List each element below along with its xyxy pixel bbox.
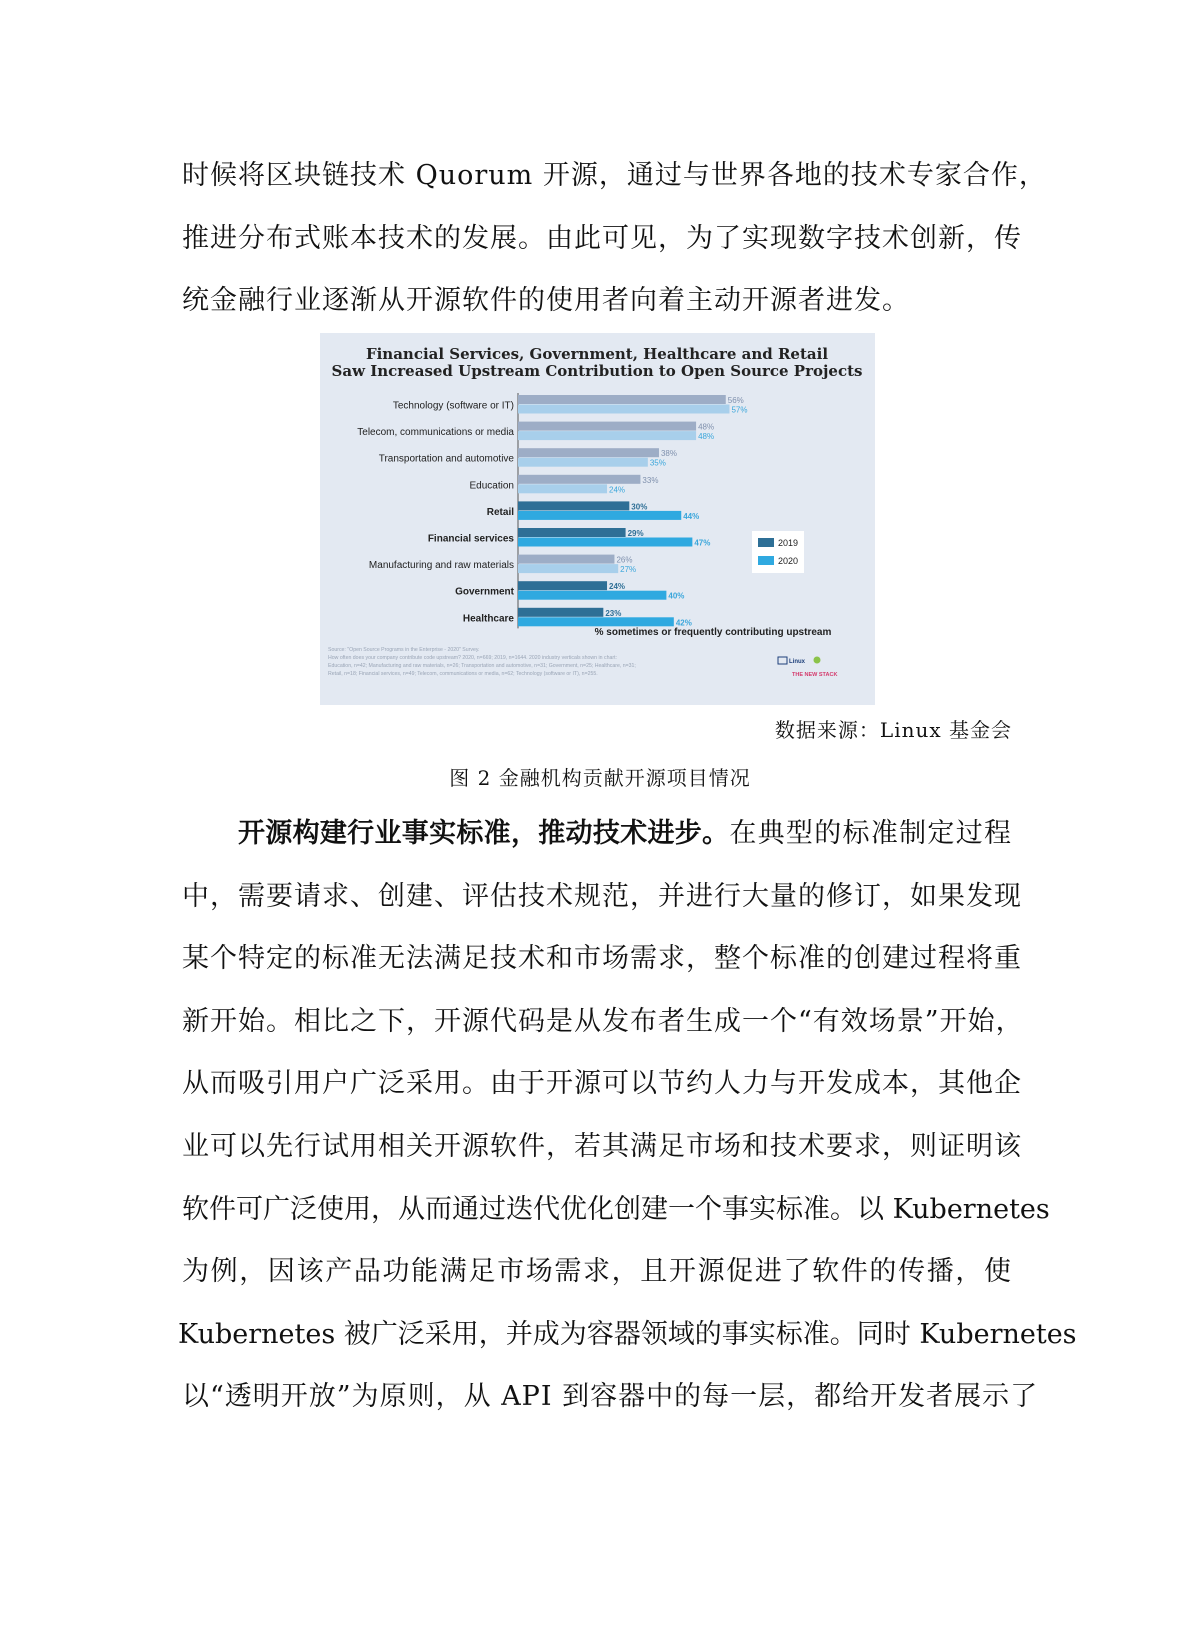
bar-2019 [518,581,607,590]
bar-2019 [518,501,629,510]
source-note: Source: "Open Source Programs in the Enterprise - 2020" Survey. [328,647,480,653]
source-note: Retail, n=18; Financial services, n=49; Telecom, communications or media, n=62; Technology (software or IT), n=255. [328,671,598,677]
partner-logo-icon [814,657,821,664]
bar-2020 [518,484,607,493]
figure-caption: 图 2 金融机构贡献开源项目情况 [449,766,751,790]
data-label: 44% [683,511,700,521]
data-label: 24% [609,485,626,495]
data-label: 29% [627,529,644,538]
category-label: Government [455,586,514,598]
data-label: 26% [616,555,633,565]
text-line: 以“透明开放”为原则，从 API 到容器中的每一层，都给开发者展示了 [182,1381,1039,1412]
data-label: 38% [660,449,677,459]
chart-svg [320,333,875,705]
linux-logo-text: Linux [789,659,805,665]
category-label: Retail [486,506,514,518]
text-line: 业可以先行试用相关开源软件，若其满足市场和技术要求，则证明该 [182,1131,1022,1162]
category-label: Education [469,480,514,492]
text-line: 统金融行业逐渐从开源软件的使用者向着主动开源者进发。 [182,285,910,316]
legend-swatch-2019 [758,538,774,547]
data-label: 57% [731,405,748,415]
newstack-logo: THE NEW STACK [792,672,838,678]
category-label: Telecom, communications or media [357,427,514,439]
bar-2020 [518,458,648,467]
text-line: 新开始。相比之下，开源代码是从发布者生成一个“有效场景”开始， [182,1006,1024,1037]
bar-2020 [518,564,618,573]
text-line: 软件可广泛使用，从而通过迭代优化创建一个事实标准。以 Kubernetes [182,1194,1050,1225]
text-line [238,817,1012,851]
data-label: 30% [631,502,648,512]
data-label: 40% [668,591,685,601]
bar-2020 [518,538,692,547]
text-line: Kubernetes 被广泛采用，并成为容器领域的事实标准。同时 Kubernetes [178,1319,1077,1350]
data-label: 35% [649,458,666,468]
data-label: 47% [694,538,711,548]
bar-2020 [518,511,681,520]
bar-2019 [518,528,626,537]
data-label: 23% [605,608,622,618]
linux-logo-icon [778,657,787,664]
legend-label: 2019 [778,538,799,548]
bar-2019 [518,422,696,431]
category-label: Financial services [427,533,514,545]
category-label: Transportation and automotive [378,453,514,465]
chart-title: Saw Increased Upstream Contribution to Open Source Projects [331,362,863,380]
bar-2019 [518,608,603,617]
text-line: 时候将区块链技术 Quorum 开源，通过与世界各地的技术专家合作， [182,160,1047,191]
text-line: 推进分布式账本技术的发展。由此可见，为了实现数字技术创新，传 [182,223,1022,254]
bar-2020 [518,405,729,414]
source-note: How often does your company contribute code upstream? 2020, n=669; 2019, n=1644. 2020 industry verticals shown in chart: [328,655,617,661]
category-label: Technology (software or IT) [392,400,514,412]
data-label: 33% [642,475,659,485]
category-label: Manufacturing and raw materials [368,560,514,572]
bar-2020 [518,591,666,600]
legend-swatch-2020 [758,556,774,565]
source-note: Education, n=42; Manufacturing and raw materials, n=26; Transportation and automotive, n=31; Government, n=25; Healthcare, n=31; [328,663,636,669]
category-label: Healthcare [462,613,514,625]
text-line: 某个特定的标准无法满足技术和市场需求，整个标准的创建过程将重 [182,943,1022,974]
legend-label: 2020 [778,556,799,566]
data-label: 56% [727,396,744,405]
x-axis-label: % sometimes or frequently contributing upstream [594,627,832,638]
text-line: 从而吸引用户广泛采用。由于开源可以节约人力与开发成本，其他企 [182,1068,1022,1099]
data-label: 42% [675,618,692,628]
bar-2019 [518,475,640,484]
text-line: 为例，因该产品功能满足市场需求，且开源促进了软件的传播，使 [182,1256,1012,1287]
data-label: 27% [620,565,637,575]
data-label: 24% [609,582,626,592]
bar-chart-figure [320,333,875,705]
bar-2020 [518,431,696,440]
bar-2019 [518,555,614,564]
data-label: 48% [698,432,715,442]
source-caption: 数据来源：Linux 基金会 [774,718,1012,742]
bar-2020 [518,617,674,626]
text-line: 中，需要请求、创建、评估技术规范，并进行大量的修订，如果发现 [182,881,1022,912]
bar-2019 [518,448,659,457]
paragraph-lead: 开源构建行业事实标准，推动技术进步。 [238,818,730,849]
bar-2019 [518,395,726,404]
data-label: 48% [698,422,715,432]
text-span: 在典型的标准制定过程 [729,818,1013,849]
chart-title: Financial Services, Government, Healthcare and Retail [365,345,829,363]
